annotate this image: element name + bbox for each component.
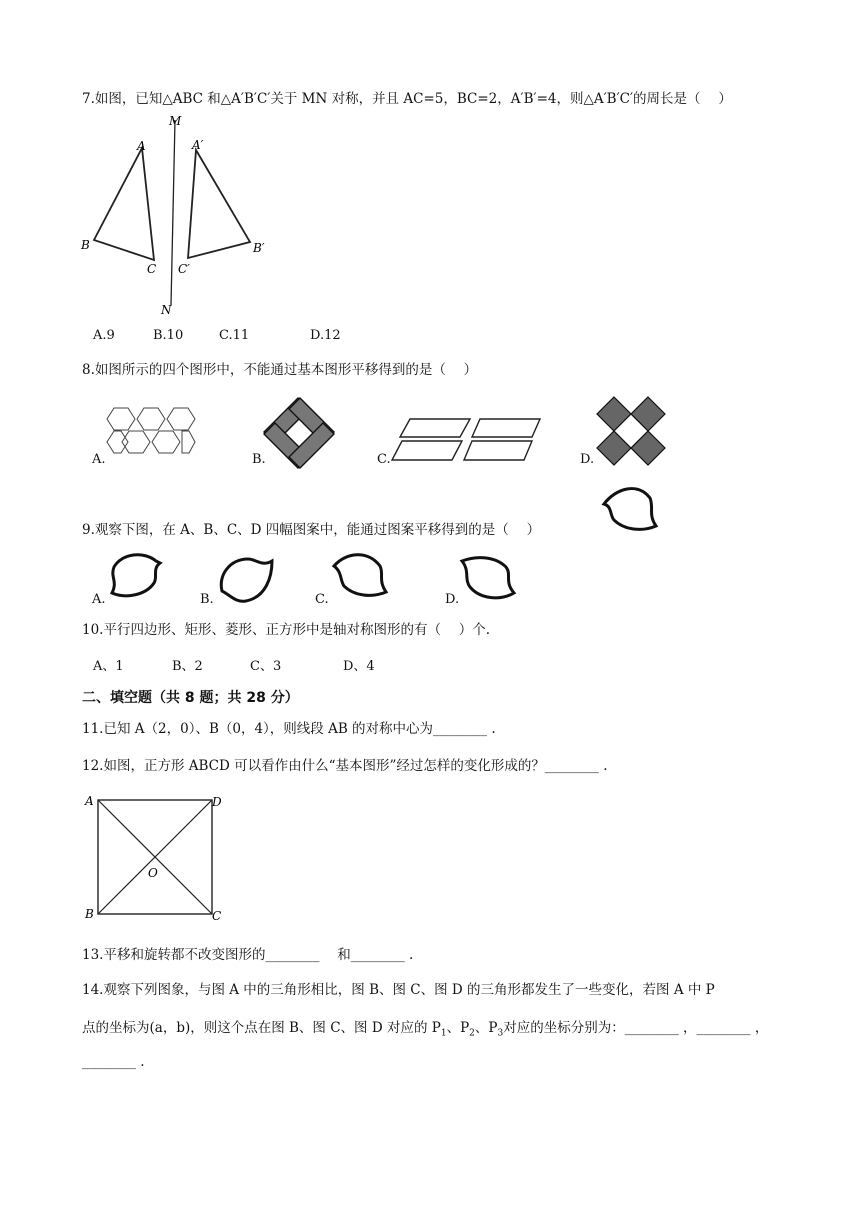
label-A: A: [137, 139, 146, 153]
label-C: C: [212, 909, 222, 923]
q7-option-a[interactable]: A.9: [93, 328, 115, 343]
label-N: N: [161, 303, 172, 317]
label-C-prime: C′: [178, 262, 190, 276]
q9-option-b[interactable]: B.: [200, 592, 214, 607]
q14-line1: 14.观察下列图象，与图 A 中的三角形相比，图 B、图 C、图 D 的三角形都发生了一些变化，若图 A 中 P: [82, 982, 715, 998]
q8-option-a[interactable]: A.: [92, 452, 106, 467]
q9-option-a[interactable]: A.: [92, 592, 106, 607]
label-A: A: [85, 794, 94, 808]
q7-option-d[interactable]: D.12: [310, 328, 341, 343]
section-heading-fill-in: 二、填空题（共 8 题；共 28 分）: [82, 690, 299, 706]
label-O: O: [148, 866, 158, 880]
q14-line3: ________ .: [82, 1054, 145, 1070]
q10-option-c[interactable]: C、3: [250, 659, 282, 674]
q9-shape-d: [456, 551, 518, 603]
q7-option-c[interactable]: C.11: [219, 328, 250, 343]
q10-option-d[interactable]: D、4: [343, 659, 375, 674]
q11-text: 11.已知 A（2，0）、B（0，4），则线段 AB 的对称中心为________ .: [82, 721, 496, 737]
q8-option-c[interactable]: C.: [377, 452, 391, 467]
label-B: B: [81, 238, 90, 252]
label-B: B: [85, 907, 94, 921]
q9-reference-leaf-shape: [598, 484, 668, 544]
q9-option-c[interactable]: C.: [315, 592, 329, 607]
label-B-prime: B′: [253, 241, 265, 255]
q9-shape-c: [328, 550, 390, 602]
label-C: C: [147, 262, 157, 276]
q7-figure: [78, 110, 278, 320]
label-M: M: [169, 114, 182, 128]
q9-shape-a: [106, 551, 166, 603]
label-D: D: [212, 795, 222, 809]
q7-text: 7.如图，已知△ABC 和△A′B′C′关于 MN 对称，并且 AC=5，BC=2，A′B′=4，则△A′B′C′的周长是（ ）: [82, 91, 732, 107]
q14-line2: 点的坐标为(a，b)，则这个点在图 B、图 C、图 D 对应的 $P_1$、$P_2$、$P_3$对应的坐标分别为：________ ，________ ，: [82, 1020, 769, 1039]
q10-text: 10.平行四边形、矩形、菱形、正方形中是轴对称图形的有（ ）个.: [82, 622, 491, 638]
q8-option-d[interactable]: D.: [580, 452, 595, 467]
q8-figure-d-diamonds: [597, 396, 667, 468]
q8-text: 8.如图所示的四个图形中，不能通过基本图形平移得到的是（ ）: [82, 362, 478, 378]
q7-option-b[interactable]: B.10: [153, 328, 184, 343]
label-A-prime: A′: [192, 138, 204, 152]
q13-text: 13.平移和旋转都不改变图形的________ 和________ .: [82, 947, 414, 963]
q9-shape-b: [214, 553, 276, 605]
q10-option-a[interactable]: A、1: [93, 659, 124, 674]
q12-text: 12.如图，正方形 ABCD 可以看作由什么“基本图形”经过怎样的变化形成的？________ .: [82, 758, 608, 774]
q10-option-b[interactable]: B、2: [172, 659, 203, 674]
q8-figure-b-frame: [264, 396, 334, 466]
q8-figure-a-hexagons: [106, 404, 206, 464]
q9-option-d[interactable]: D.: [445, 592, 460, 607]
q12-square-figure: [82, 790, 232, 925]
q8-figure-c-parallelograms: [392, 415, 562, 465]
q9-text: 9.观察下图，在 A、B、C、D 四幅图案中，能通过图案平移得到的是（ ）: [82, 522, 541, 538]
q8-option-b[interactable]: B.: [252, 452, 266, 467]
